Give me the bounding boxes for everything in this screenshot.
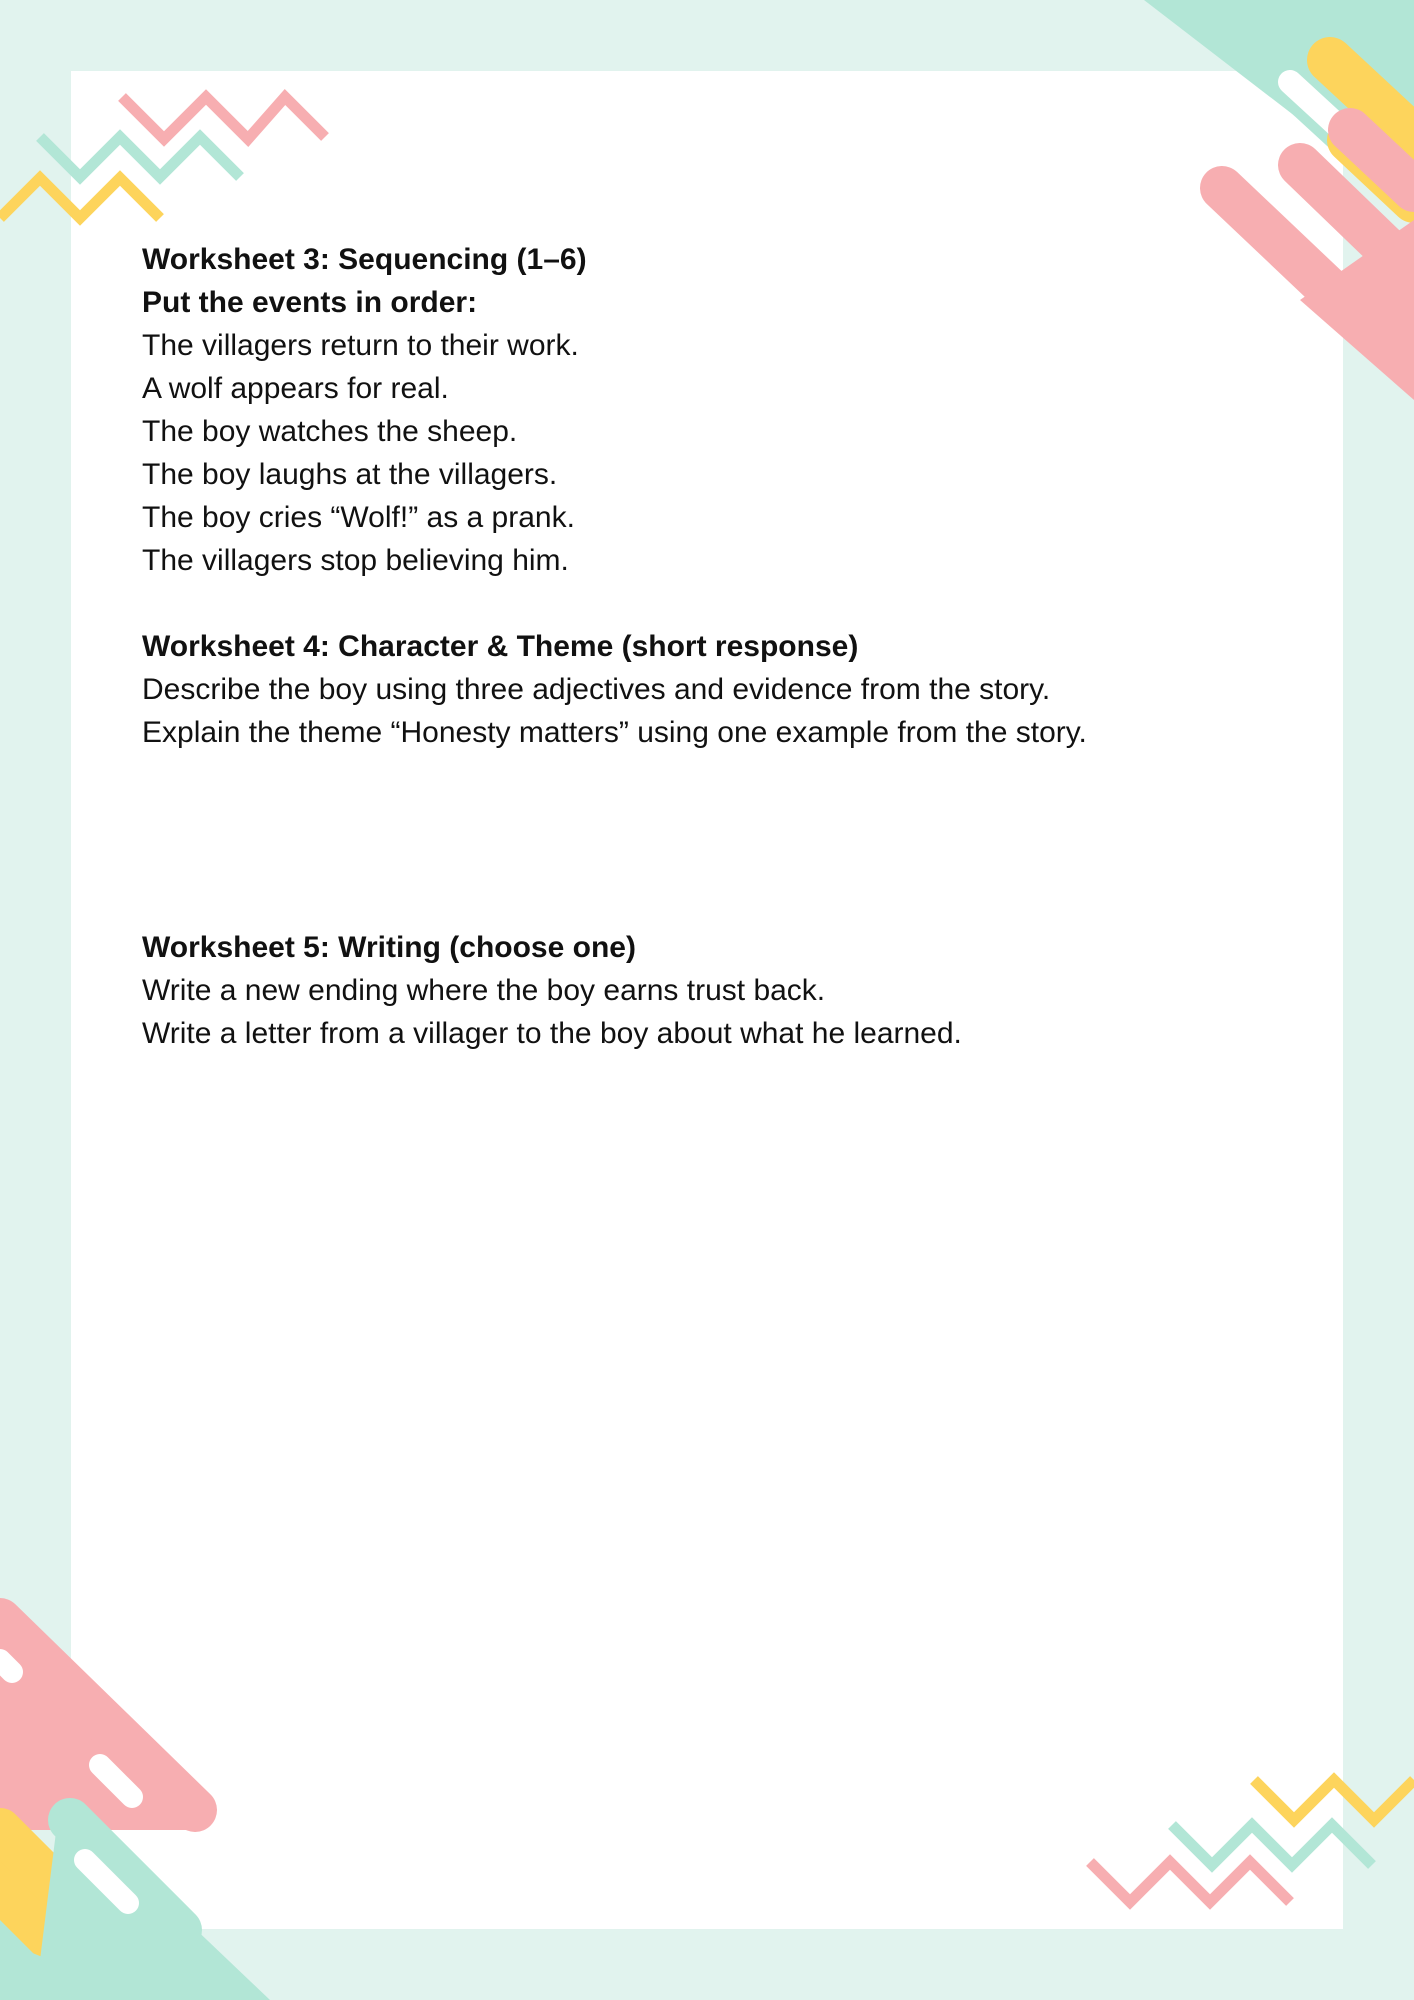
worksheet-content xyxy=(142,238,1272,1098)
section-character-theme xyxy=(142,625,1272,754)
section-writing xyxy=(142,926,1272,1055)
drip-white-stripe-1 xyxy=(0,1660,12,1672)
drip-pink-stripe-3 xyxy=(1350,130,1414,190)
sequence-event: The villagers return to their work. xyxy=(142,329,579,362)
section-heading: Worksheet 4: Character & Theme (short response) xyxy=(142,630,859,663)
prompt-line: Write a new ending where the boy earns trust back. xyxy=(142,974,826,1007)
sequence-event: The villagers stop believing him. xyxy=(142,544,569,577)
drip-yellow-stripe xyxy=(0,1830,60,1890)
section-heading: Worksheet 5: Writing (choose one) xyxy=(142,931,636,964)
section-heading: Worksheet 3: Sequencing (1–6) xyxy=(142,243,587,276)
sequence-event: A wolf appears for real. xyxy=(142,372,449,405)
section-sequencing xyxy=(142,238,1272,582)
sequence-event: The boy watches the sheep. xyxy=(142,415,518,448)
section-instruction: Put the events in order: xyxy=(142,286,478,319)
drip-mint-corner xyxy=(0,1940,150,2000)
sequence-event: The boy laughs at the villagers. xyxy=(142,458,558,491)
prompt-line: Explain the theme “Honesty matters” using one example from the story. xyxy=(142,716,1087,749)
sequence-event: The boy cries “Wolf!” as a prank. xyxy=(142,501,575,534)
prompt-line: Write a letter from a villager to the boy about what he learned. xyxy=(142,1017,962,1050)
prompt-line: Describe the boy using three adjectives and evidence from the story. xyxy=(142,673,1051,706)
drip-yellow-stripe-2 xyxy=(1350,140,1414,200)
